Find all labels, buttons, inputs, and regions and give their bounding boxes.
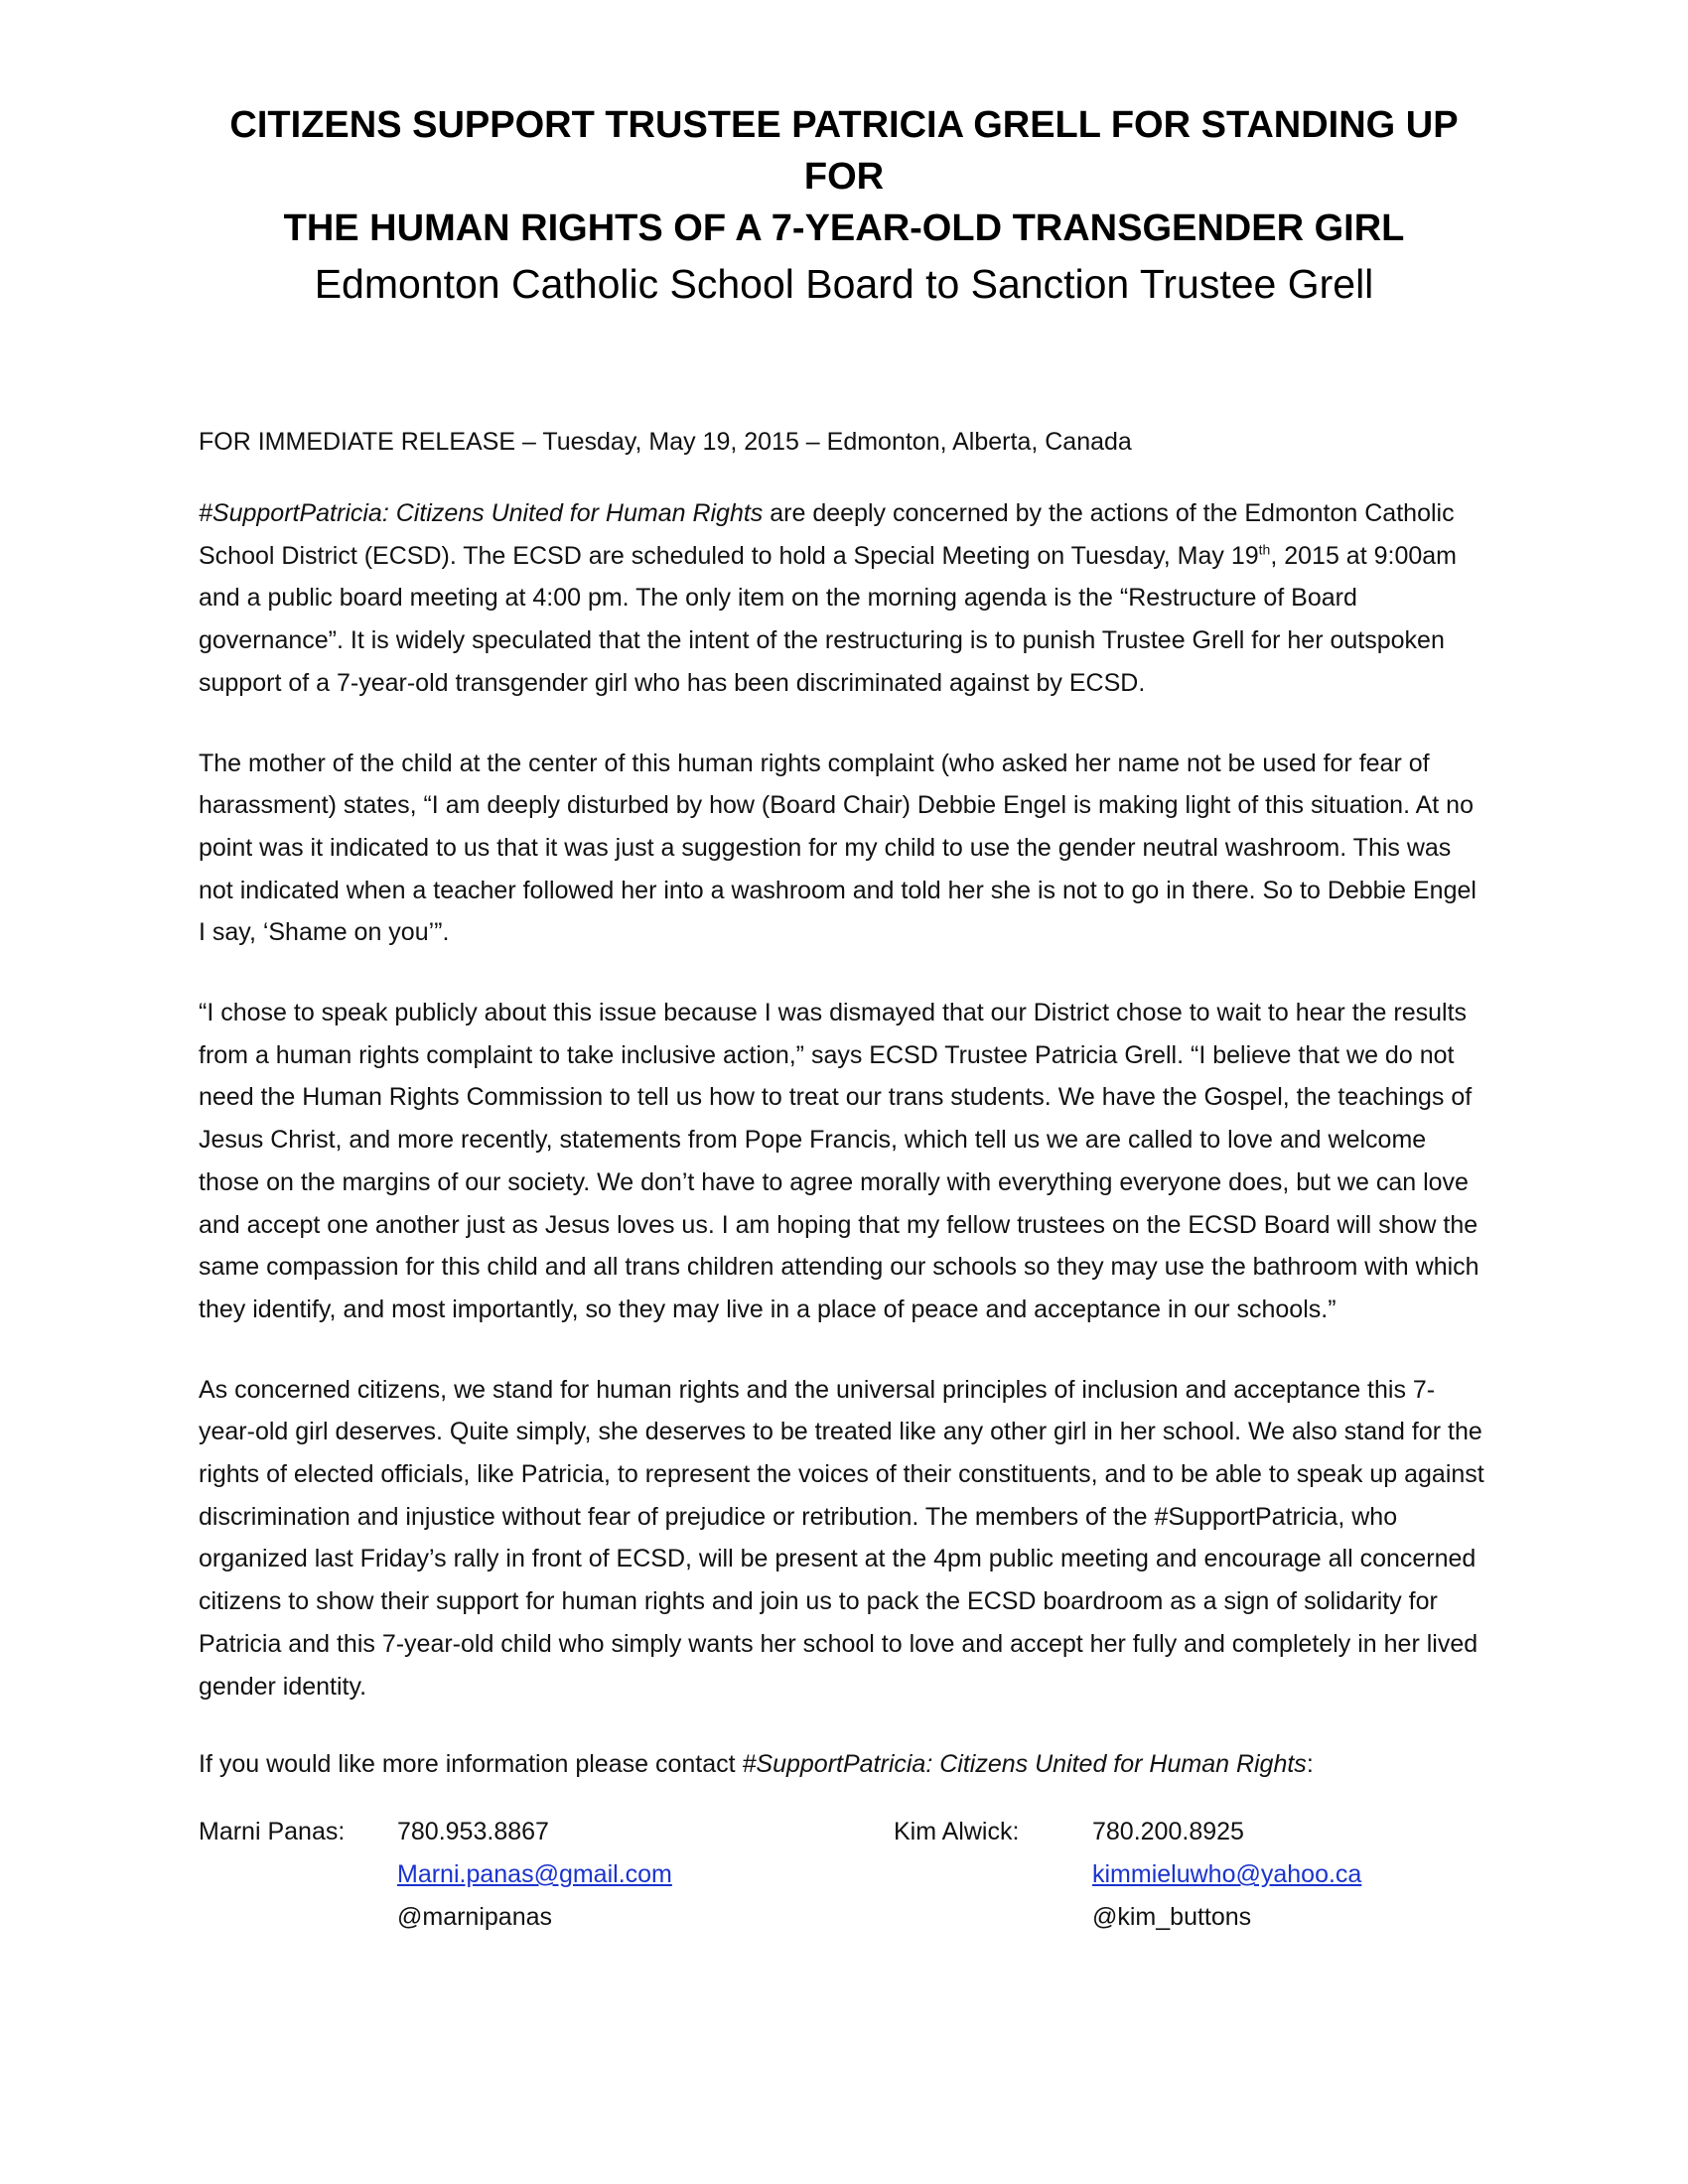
contact-email-link[interactable]: kimmieluwho@yahoo.ca [1092, 1860, 1362, 1889]
contact-intro-end: : [1306, 1750, 1314, 1779]
paragraph-3: “I chose to speak publicly about this issue because I was dismayed that our District chose to wait to hear the results from a human rights complaint to take inclusive action,” says ECSD Trustee Patricia Grell. “I believe that we do not need the Human Rights Commission to tell us how to treat our trans students. We have the Gospel, the teachings of Jesus Christ, and more recently, statements from Pope Francis, which tell us we are called to love and welcome those on the margins of our society. We don’t have to agree morally with everything everyone does, but we can love and accept one another just as Jesus loves us. I am hoping that my fellow trustees on the ECSD Board will show the same compassion for this child and all trans children attending our schools so they may use the bathroom with which they identify, and most importantly, so they may live in a place of peace and acceptance in our schools.” [199, 999, 1479, 1323]
subheadline: Edmonton Catholic School Board to Sanction Trustee Grell [314, 261, 1374, 307]
contact-name: Marni Panas: [199, 1818, 346, 1846]
ordinal-suffix: th [1258, 541, 1271, 558]
contact-details [397, 1811, 672, 1939]
contact-intro [199, 1747, 1489, 1781]
org-name: #SupportPatricia: Citizens United for Human Rights [199, 499, 764, 527]
press-release-page [199, 99, 1489, 1950]
contact-intro-text: If you would like more information please contact [199, 1750, 743, 1779]
contact-twitter-handle: @kim_buttons [1092, 1903, 1252, 1932]
contact-name: Kim Alwick: [894, 1818, 1020, 1846]
paragraph-1 [199, 492, 1489, 705]
headline-line-2: THE HUMAN RIGHTS OF A 7-YEAR-OLD TRANSGENDER GIRL [283, 207, 1405, 249]
contact-twitter-handle: @marnipanas [397, 1903, 553, 1932]
paragraph-1-text-a: are deeply concerned by the actions of the Edmonton Catholic School District (ECSD). The ECSD are scheduled to hold a Special Meeting on Tuesday, May 19 [199, 499, 1455, 570]
paragraph-2: The mother of the child at the center of this human rights complaint (who asked her name not be used for fear of harassment) states, “I am deeply disturbed by how (Board Chair) Debbie Engel is making light of this situation. At no point was it indicated to us that it was just a suggestion for my child to use the gender neutral washroom. This was not indicated when a teacher followed her into a washroom and told her she is not to go in there. So to Debbie Engel I say, ‘Shame on you’”. [199, 749, 1477, 947]
paragraph-1-text-b: , 2015 at 9:00am and a public board meeting at 4:00 pm. The only item on the morning agenda is the “Restructure of Board governance”. It is widely speculated that the intent of the restructuring is to punish Trustee Grell for her outspoken support of a 7-year-old transgender girl who has been discriminated against by ECSD. [199, 541, 1457, 697]
contact-org-name: #SupportPatricia: Citizens United for Human Rights [742, 1750, 1307, 1779]
release-dateline: FOR IMMEDIATE RELEASE – Tuesday, May 19, 2015 – Edmonton, Alberta, Canada [199, 428, 1132, 456]
contact-phone: 780.953.8867 [397, 1818, 549, 1846]
contacts-block [199, 1811, 1489, 1950]
contact-details [1092, 1811, 1361, 1939]
contact-phone: 780.200.8925 [1092, 1818, 1244, 1846]
headline [199, 99, 1489, 254]
contact-email-link[interactable]: Marni.panas@gmail.com [397, 1860, 672, 1889]
headline-line-1: CITIZENS SUPPORT TRUSTEE PATRICIA GRELL FOR STANDING UP FOR [229, 104, 1459, 198]
paragraph-4: As concerned citizens, we stand for human rights and the universal principles of inclusion and acceptance this 7-year-old girl deserves. Quite simply, she deserves to be treated like any other girl in her school. We also stand for the rights of elected officials, like Patricia, to represent the voices of their constituents, and to be able to speak up against discrimination and injustice without fear of prejudice or retribution. The members of the #SupportPatricia, who organized last Friday’s rally in front of ECSD, will be present at the 4pm public meeting and encourage all concerned citizens to show their support for human rights and join us to pack the ECSD boardroom as a sign of solidarity for Patricia and this 7-year-old child who simply wants her school to love and accept her fully and completely in her lived gender identity. [199, 1375, 1484, 1701]
